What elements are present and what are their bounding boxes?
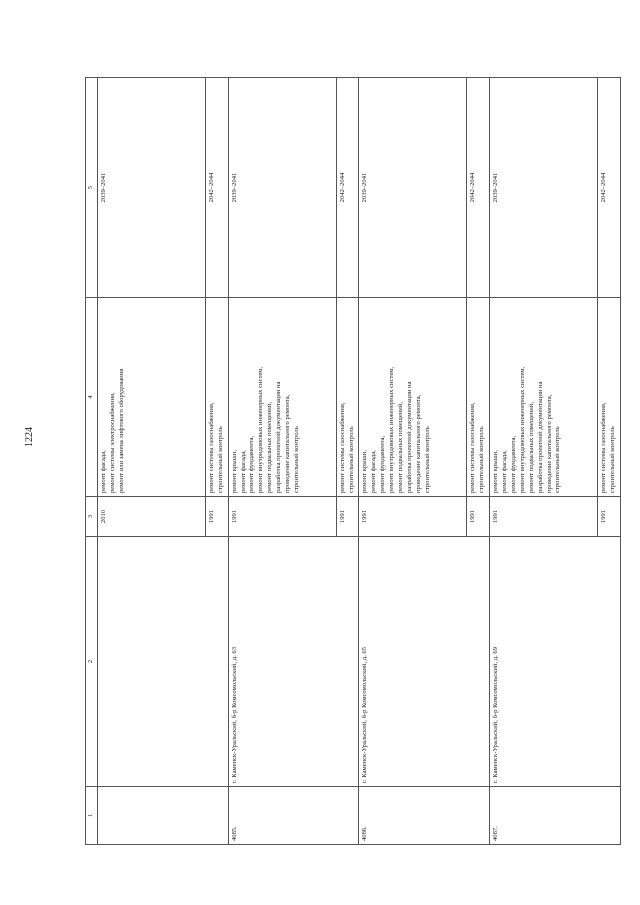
header-cell: 5 <box>86 78 98 298</box>
page-number: 1224 <box>24 427 35 447</box>
work-item: ремонт системы электроснабжения, <box>108 392 116 493</box>
header-cell: 2 <box>86 537 98 787</box>
built-year-cell: 1991 <box>336 497 359 537</box>
work-item: ремонт внутридомовых инженерных систем, <box>518 366 526 493</box>
work-item: строительный контроль <box>423 426 431 493</box>
header-cell: 3 <box>86 497 98 537</box>
rotated-table-wrapper <box>85 78 617 845</box>
period-cell: 2042–2044 <box>205 78 228 298</box>
period-cell: 2039–2041 <box>359 78 467 298</box>
work-item: ремонт крыши, <box>230 450 238 493</box>
work-item: строительный контроль <box>478 426 486 493</box>
built-year-cell: 2010 <box>97 497 205 537</box>
work-item: разработка проектной документации на <box>275 381 283 493</box>
works-cell <box>467 298 490 497</box>
header-cell: 1 <box>86 787 98 845</box>
work-item: строительный контроль <box>609 426 617 493</box>
work-item: ремонт крыши, <box>361 450 369 493</box>
address-cell <box>97 537 228 787</box>
period-cell: 2042–2044 <box>598 78 621 298</box>
period-cell: 2039–2041 <box>490 78 598 298</box>
works-cell <box>490 298 598 497</box>
work-item: ремонт фасада, <box>501 450 509 493</box>
period-cell: 2042–2044 <box>336 78 359 298</box>
built-year-cell: 1991 <box>359 497 467 537</box>
work-item: ремонт системы газоснабжения, <box>338 402 346 493</box>
table-row <box>490 78 598 845</box>
work-item: ремонт системы газоснабжения, <box>207 402 215 493</box>
table-row <box>97 78 205 845</box>
work-item: строительный контроль <box>216 426 224 493</box>
period-cell: 2042–2044 <box>467 78 490 298</box>
work-item: строительный контроль <box>347 426 355 493</box>
works-cell <box>598 298 621 497</box>
built-year-cell: 1991 <box>490 497 598 537</box>
work-item: проведение капитального ремонта, <box>284 394 292 493</box>
work-item: разработка проектной документации на <box>536 381 544 493</box>
period-cell: 2039–2041 <box>97 78 205 298</box>
works-cell <box>97 298 205 497</box>
works-cell <box>205 298 228 497</box>
work-item: ремонт фасада, <box>370 450 378 493</box>
works-cell <box>336 298 359 497</box>
works-cell <box>228 298 336 497</box>
built-year-cell: 1991 <box>228 497 336 537</box>
work-item: ремонт системы газоснабжения, <box>600 402 608 493</box>
work-item: разработка проектной документации на <box>405 381 413 493</box>
work-item: строительный контроль <box>292 426 300 493</box>
work-item: ремонт внутридомовых инженерных систем, <box>257 366 265 493</box>
built-year-cell: 1991 <box>598 497 621 537</box>
row-number-cell: 4085. <box>228 787 359 845</box>
work-item: ремонт фундамента, <box>248 435 256 493</box>
table-row <box>228 78 336 845</box>
period-cell: 2039–2041 <box>228 78 336 298</box>
address-cell: г. Каменск-Уральский, б-р Комсомольский, д. 69 <box>490 537 621 787</box>
work-item: ремонт фасада, <box>239 450 247 493</box>
work-item: ремонт системы газоснабжения, <box>469 402 477 493</box>
row-number-cell: 4087. <box>490 787 621 845</box>
work-item: проведение капитального ремонта, <box>545 394 553 493</box>
row-number-cell: 4086. <box>359 787 490 845</box>
address-cell: г. Каменск-Уральский, б-р Комсомольский, д. 63 <box>228 537 359 787</box>
work-item: ремонт фундамента, <box>379 435 387 493</box>
work-item: ремонт или замена лифтового оборудования <box>117 368 125 493</box>
table-row <box>359 78 467 845</box>
header-row <box>86 78 98 845</box>
built-year-cell: 1991 <box>205 497 228 537</box>
work-item: ремонт фасада, <box>99 450 107 493</box>
work-item: ремонт внутридомовых инженерных систем, <box>388 366 396 493</box>
work-item: ремонт подвальных помещений, <box>397 402 405 493</box>
work-item: строительный контроль <box>554 426 562 493</box>
work-item: ремонт подвальных помещений, <box>527 402 535 493</box>
work-item: ремонт фундамента, <box>510 435 518 493</box>
header-cell: 4 <box>86 298 98 497</box>
address-cell: г. Каменск-Уральский, б-р Комсомольский, д. 65 <box>359 537 490 787</box>
work-item: проведение капитального ремонта, <box>414 394 422 493</box>
row-number-cell <box>97 787 228 845</box>
work-item: ремонт крыши, <box>492 450 500 493</box>
built-year-cell: 1991 <box>467 497 490 537</box>
repair-schedule-table <box>85 77 621 845</box>
work-item: ремонт подвальных помещений, <box>266 402 274 493</box>
works-cell <box>359 298 467 497</box>
